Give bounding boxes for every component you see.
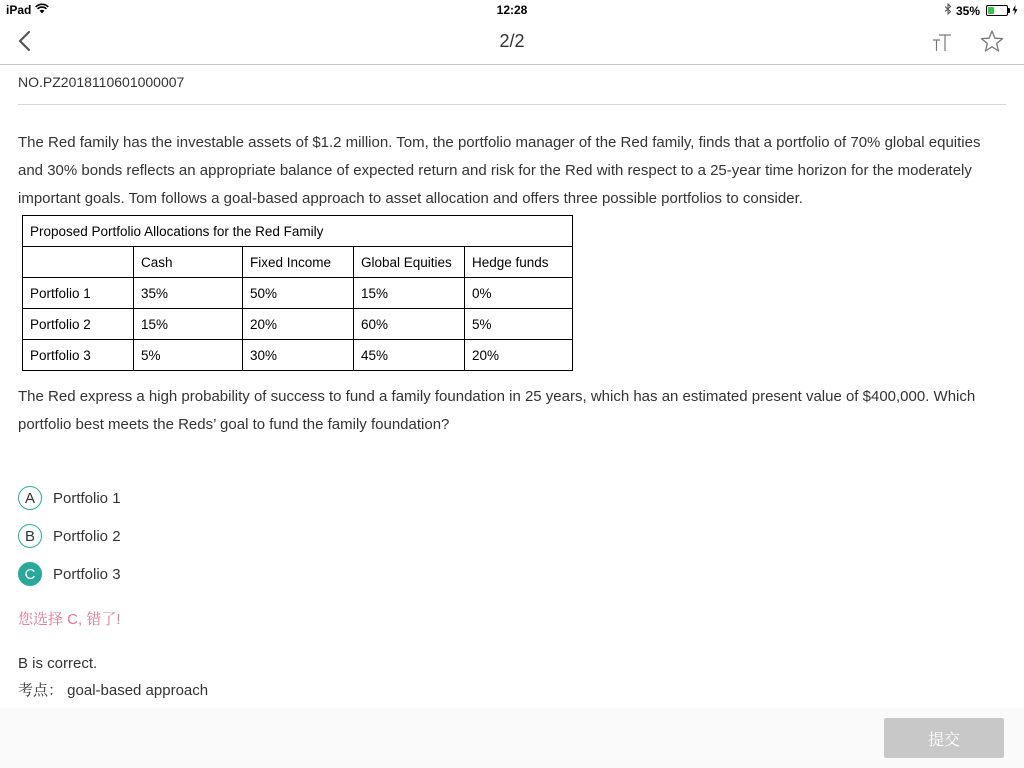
table-cell: 5% bbox=[134, 340, 243, 371]
clock: 12:28 bbox=[496, 3, 528, 17]
table-row bbox=[23, 309, 573, 340]
table-header-row bbox=[23, 247, 573, 278]
key-point: 考点： goal-based approach bbox=[18, 682, 209, 699]
option-letter-circle: A bbox=[18, 486, 42, 510]
table-row bbox=[23, 278, 573, 309]
question-stem: The Red family has the investable assets of $1.2 million. Tom, the portfolio manager of the Red family, finds that a portfolio of 70% global equities and 30% bonds reflects an appropriate balance of expected return and risk for the Red with respect to a 25-year time horizon for the moderately important goals. Tom follows a goal-based approach to asset allocation and offers three possible portfolios to consider. bbox=[18, 134, 981, 207]
question-number: NO.PZ2018110601000007 bbox=[18, 74, 1006, 105]
bluetooth-icon bbox=[944, 3, 952, 18]
table-header-cell: Global Equities bbox=[354, 247, 465, 278]
table-cell: 30% bbox=[243, 340, 354, 371]
table-cell: Portfolio 2 bbox=[23, 309, 134, 340]
table-cell: 35% bbox=[134, 278, 243, 309]
table-header-cell bbox=[23, 247, 134, 278]
table-header-cell: Fixed Income bbox=[243, 247, 354, 278]
table-cell: 15% bbox=[134, 309, 243, 340]
correct-answer: B is correct. bbox=[18, 655, 98, 672]
status-bar-left bbox=[6, 3, 49, 17]
page-counter: 2/2 bbox=[499, 31, 525, 51]
option-a[interactable] bbox=[18, 484, 1006, 512]
bottom-bar bbox=[0, 708, 1024, 768]
table-cell: 0% bbox=[465, 278, 573, 309]
submit-button[interactable]: 提交 bbox=[884, 718, 1004, 758]
table-cell: 45% bbox=[354, 340, 465, 371]
wifi-icon bbox=[35, 3, 49, 17]
table-cell: 20% bbox=[243, 309, 354, 340]
table-cell: Portfolio 3 bbox=[23, 340, 134, 371]
option-letter-circle: B bbox=[18, 524, 42, 548]
text-size-icon bbox=[928, 29, 956, 55]
question-text: The Red express a high probability of success to fund a family foundation in 25 years, which has an estimated present value of $400,000. Which portfolio best meets the Reds’ goal to fund the family foundation? bbox=[18, 388, 976, 433]
table-header-cell: Cash bbox=[134, 247, 243, 278]
table-row bbox=[23, 340, 573, 371]
charging-icon bbox=[1012, 4, 1018, 18]
status-bar-right bbox=[944, 3, 1018, 18]
option-c[interactable] bbox=[18, 560, 1006, 588]
device-name: iPad bbox=[6, 3, 32, 17]
question-content bbox=[18, 64, 1006, 700]
table-cell: 50% bbox=[243, 278, 354, 309]
star-icon bbox=[978, 28, 1006, 56]
allocation-table bbox=[22, 215, 573, 371]
battery-percent: 35% bbox=[955, 3, 980, 18]
table-header-cell: Hedge funds bbox=[465, 247, 573, 278]
option-label: Portfolio 2 bbox=[53, 527, 121, 545]
status-bar bbox=[0, 0, 1024, 20]
result-message: 您选择 C, 错了! bbox=[18, 611, 121, 628]
battery-fill bbox=[988, 7, 994, 14]
favorite-button[interactable] bbox=[978, 28, 1006, 56]
table-cell: 5% bbox=[465, 309, 573, 340]
text-size-button[interactable] bbox=[928, 29, 956, 55]
table-title-row bbox=[23, 216, 573, 247]
option-b[interactable] bbox=[18, 522, 1006, 550]
option-letter-circle-selected: C bbox=[18, 562, 42, 586]
table-cell: 20% bbox=[465, 340, 573, 371]
answer-options bbox=[18, 484, 1006, 588]
nav-bar bbox=[0, 20, 1024, 65]
option-label: Portfolio 3 bbox=[53, 565, 121, 583]
table-title: Proposed Portfolio Allocations for the Red Family bbox=[23, 216, 573, 247]
battery-icon bbox=[986, 5, 1008, 16]
table-cell: 15% bbox=[354, 278, 465, 309]
option-label: Portfolio 1 bbox=[53, 489, 121, 507]
table-cell: Portfolio 1 bbox=[23, 278, 134, 309]
table-cell: 60% bbox=[354, 309, 465, 340]
